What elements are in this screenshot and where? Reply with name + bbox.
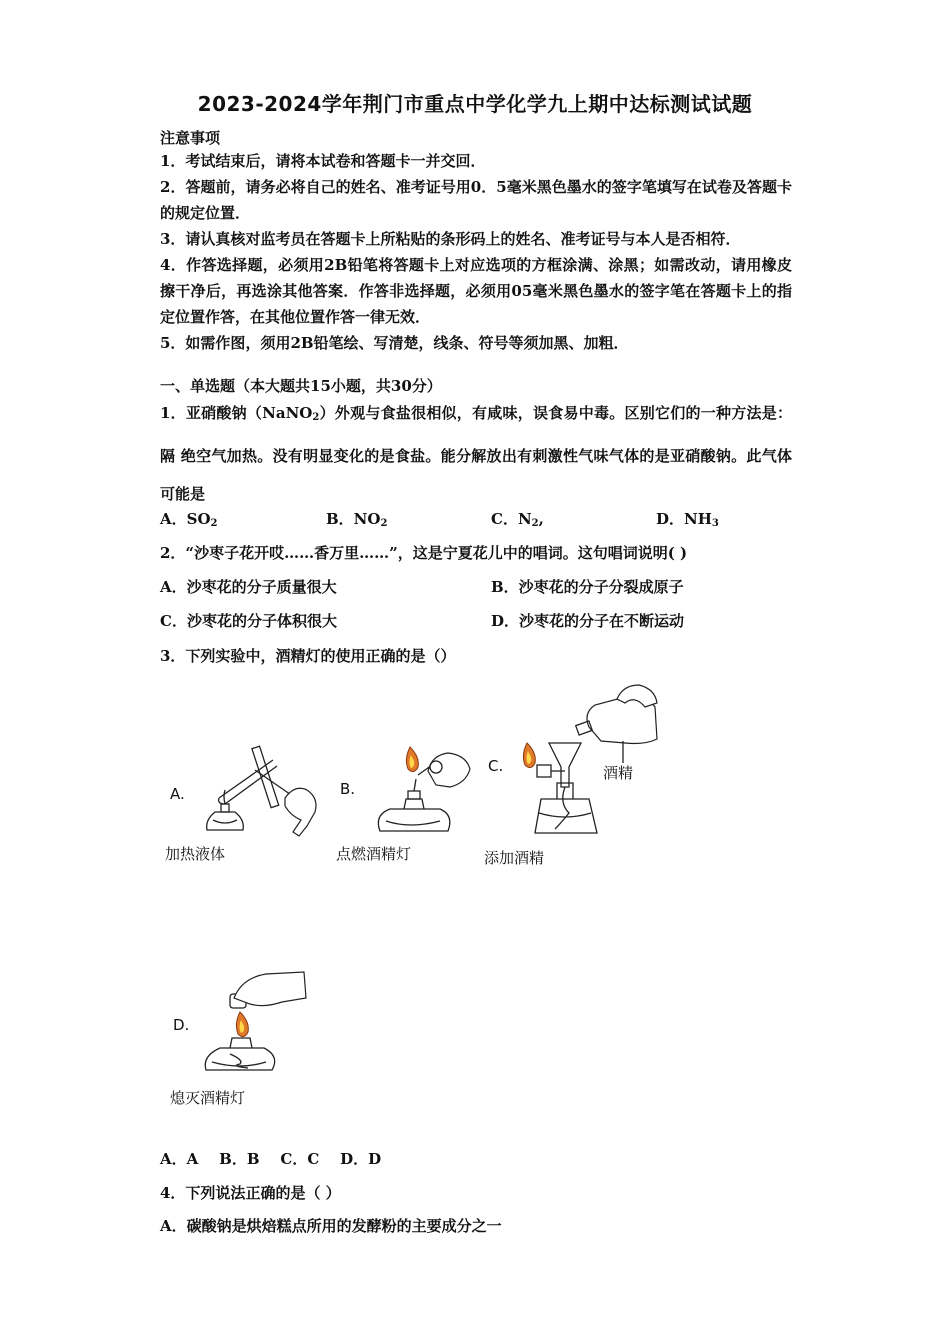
figure-b-caption: 点燃酒精灯 <box>336 845 412 863</box>
figure-d-extinguishing-lamp <box>200 968 310 1088</box>
q1-option-d: D．$NH_3$ <box>656 510 719 529</box>
q1-option-b: B．$NO_2$ <box>326 510 388 529</box>
q4-option-a: A．碳酸钠是烘焙糕点所用的发酵粉的主要成分之一 <box>160 1217 502 1235</box>
figure-c-adding-alcohol <box>505 683 665 853</box>
question-3-stem: 3．下列实验中，酒精灯的使用正确的是（） <box>160 647 456 665</box>
notice-heading: 注意事项 <box>160 129 221 147</box>
notice-item: 4．作答选择题，必须用2B铅笔将答题卡上对应选项的方框涂满、涂黑；如需改动，请用橡皮擦干净后，再选涂其他答案．作答非选择题，必须用05毫米黑色墨水的签字笔在答题卡上的指定位置作答，在其他位置作答一律无效． <box>160 256 792 326</box>
figure-c-caption: 添加酒精 <box>484 849 545 867</box>
notice-item: 5．如需作图，须用2B铅笔绘、写清楚，线条、符号等须加黑、加粗． <box>160 334 629 352</box>
figure-b-lighting-lamp <box>370 735 480 845</box>
q1-stem-part-a: 1．亚硝酸钠（NaNO <box>160 404 313 422</box>
q2-option-b: B．沙枣花的分子分裂成原子 <box>491 578 684 596</box>
figure-d-letter: D. <box>173 1016 190 1034</box>
figure-c-letter: C. <box>488 757 504 775</box>
notice-list <box>160 148 792 356</box>
notice-item: 3．请认真核对监考员在答题卡上所粘贴的条形码上的姓名、准考证号与本人是否相符． <box>160 230 741 248</box>
question-2-stem: 2．“沙枣子花开哎……香万里……”，这是宁夏花儿中的唱词。这句唱词说明( ) <box>160 544 688 562</box>
figure-b-letter: B. <box>340 780 356 798</box>
q2-option-c: C．沙枣花的分子体积很大 <box>160 612 337 630</box>
figure-d-caption: 熄灭酒精灯 <box>170 1089 246 1107</box>
figure-a-heating-liquid <box>195 740 325 840</box>
q1-stem-subscript: 2 <box>312 412 320 423</box>
notice-item: 2．答题前，请务必将自己的姓名、准考证号用0．5毫米黑色墨水的签字笔填写在试卷及答题卡的规定位置． <box>160 178 792 222</box>
q1-option-c: C．$N_2$, <box>491 510 544 529</box>
notice-item: 1．考试结束后，请将本试卷和答题卡一并交回． <box>160 152 486 170</box>
figure-a-letter: A. <box>170 785 185 803</box>
q1-option-a: A．$SO_2$ <box>160 510 218 529</box>
q1-stem-part-b: ）外观与食盐很相似，有咸味，误食易中毒。区别它们的一种方法是：隔 绝空气加热。没有明显变化的是食盐。能分解放出有刺激性气味气体的是亚硝酸钠。此气体可能是 <box>160 404 792 503</box>
q2-option-d: D．沙枣花的分子在不断运动 <box>491 612 685 630</box>
figure-c-tag: 酒精 <box>603 764 634 782</box>
q2-option-a: A．沙枣花的分子质量很大 <box>160 578 337 596</box>
page-title: 2023-2024学年荆门市重点中学化学九上期中达标测试试题 <box>197 92 753 116</box>
section-heading: 一、单选题（本大题共15小题，共30分） <box>160 377 442 395</box>
q3-answer-options: A．A B．B C．C D．D <box>160 1150 382 1168</box>
question-1-stem <box>160 394 792 513</box>
figure-a-caption: 加热液体 <box>165 845 226 863</box>
question-4-stem: 4．下列说法正确的是（ ） <box>160 1184 341 1202</box>
